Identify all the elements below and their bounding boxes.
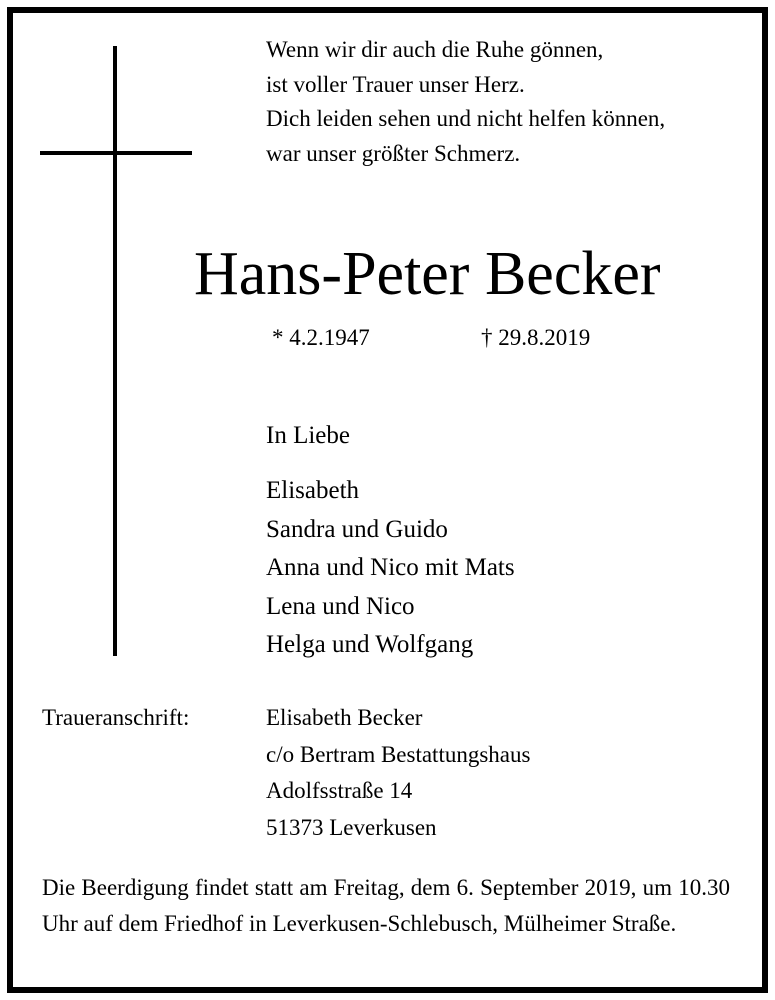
poem-line: Wenn wir dir auch die Ruhe gönnen, <box>266 37 604 62</box>
poem-line: Dich leiden sehen und nicht helfen können, <box>266 106 666 131</box>
cross-vertical-bar <box>113 46 117 656</box>
mourning-address <box>266 700 530 846</box>
mourner-name: Lena und Nico <box>266 592 415 620</box>
birth-date: * 4.2.1947 <box>272 325 370 350</box>
mourner-name: Helga und Wolfgang <box>266 631 474 658</box>
death-date: † 29.8.2019 <box>481 325 591 350</box>
mourner-name: Anna und Nico mit Mats <box>266 554 515 581</box>
address-line: 51373 Leverkusen <box>266 814 437 840</box>
poem-line: war unser größter Schmerz. <box>266 140 521 166</box>
deceased-name: Hans-Peter Becker <box>194 240 661 308</box>
address-line: Elisabeth Becker <box>266 705 423 730</box>
mourners-intro: In Liebe <box>266 422 350 449</box>
mourner-name: Sandra und Guido <box>266 515 448 543</box>
address-label: Traueranschrift: <box>42 705 190 730</box>
address-line: Adolfsstraße 14 <box>266 778 413 803</box>
poem-line: ist voller Trauer unser Herz. <box>266 71 525 97</box>
mourners-list <box>266 472 515 665</box>
cross-horizontal-bar <box>40 151 192 155</box>
mourner-name: Elisabeth <box>266 477 360 504</box>
address-line: c/o Bertram Bestattungshaus <box>266 741 531 767</box>
funeral-notice: Die Beerdigung findet statt am Freitag, dem 6. September 2019, um 10.30 Uhr auf dem Friedhof in Leverkusen-Schlebusch, Mülheimer Straße. <box>42 875 730 936</box>
poem <box>266 33 665 171</box>
